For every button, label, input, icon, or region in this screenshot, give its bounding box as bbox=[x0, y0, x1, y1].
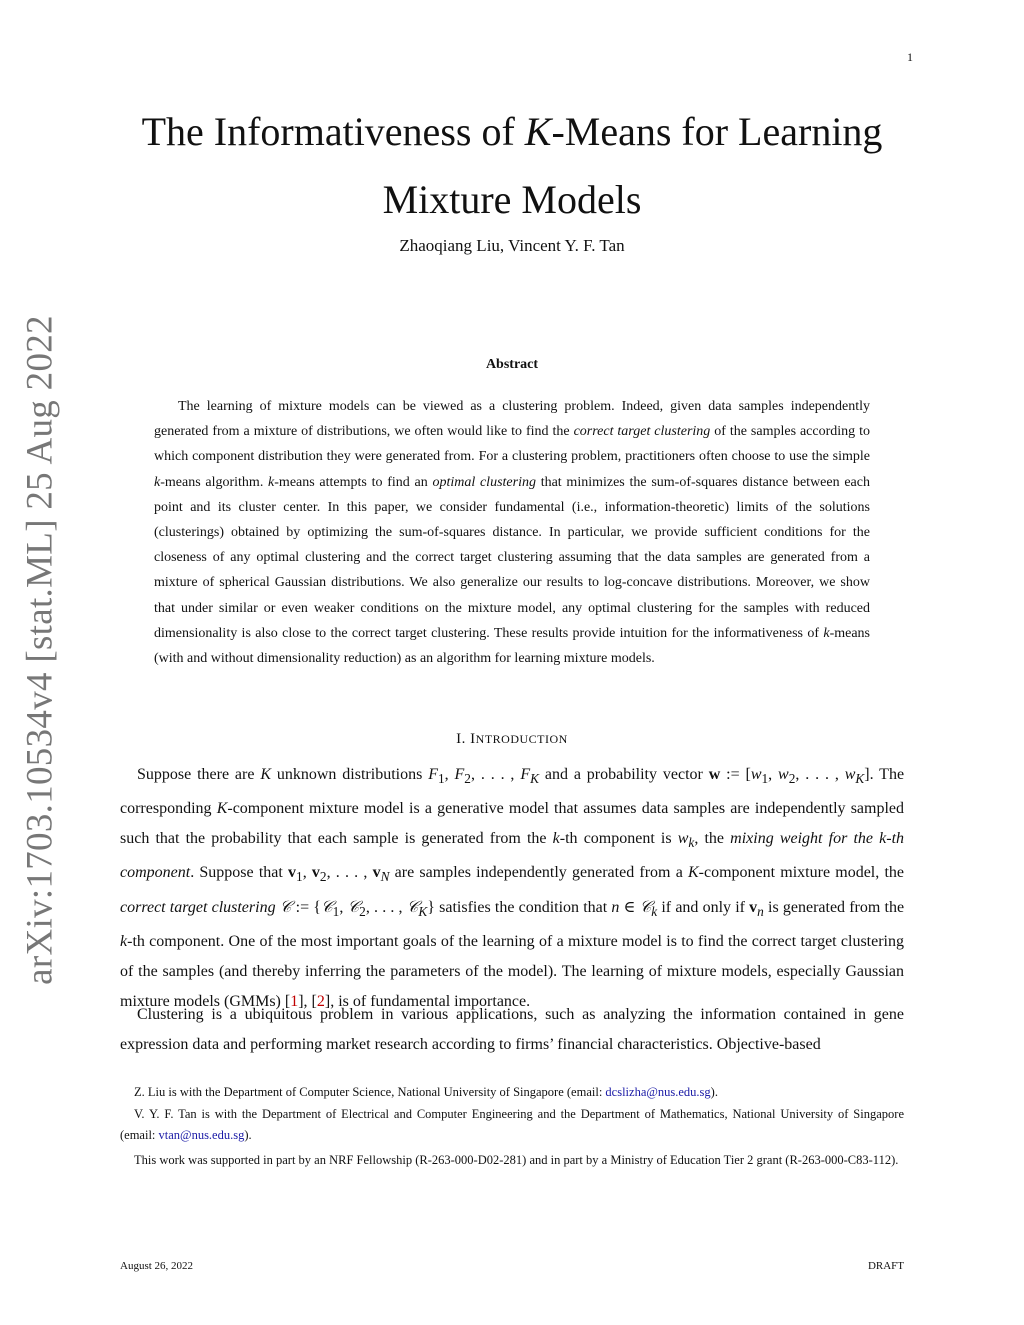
math-sub: 1 bbox=[761, 771, 769, 787]
abstract-segment: The learning of mixture models can be viewed as a clustering problem. Indeed, given data samples independently generated from a mixture of distributions, we often would like to find the bbox=[154, 399, 870, 440]
math: , . . . , bbox=[365, 898, 407, 916]
math: 𝒞 bbox=[406, 898, 419, 916]
arxiv-identifier: arXiv:1703.10534v4 [stat.ML] 25 Aug 2022 bbox=[19, 315, 61, 985]
math: w bbox=[750, 766, 762, 783]
math: w bbox=[778, 766, 789, 783]
text: satisfies the condition that bbox=[434, 898, 612, 916]
math: k bbox=[120, 932, 128, 950]
citation-link-1[interactable]: 1 bbox=[290, 992, 299, 1010]
math-sub: k bbox=[651, 903, 658, 919]
footnote-text: ). bbox=[244, 1128, 252, 1142]
math-sub: 2 bbox=[464, 771, 471, 787]
footnote-text: ). bbox=[710, 1085, 718, 1099]
math: n bbox=[611, 898, 620, 916]
math: ]. bbox=[864, 766, 874, 783]
text: are samples independently generated from a bbox=[389, 864, 688, 882]
math-k: k bbox=[268, 474, 275, 490]
abstract-segment: -means attempts to find an bbox=[274, 474, 433, 490]
math: , bbox=[444, 766, 455, 783]
abstract-segment: -means (with and without dimensionality reduction) as an algorithm for learning mixture models. bbox=[154, 625, 870, 667]
math-vector: v bbox=[372, 864, 381, 882]
math-k: k bbox=[823, 625, 830, 641]
math-sub: n bbox=[757, 903, 764, 919]
footnote-funding: This work was supported in part by an NRF Fellowship (R-263-000-D02-281) and in part by a Ministry of Education Tier 2 grant (R-263-000-C83-112). bbox=[134, 1153, 899, 1167]
math: , . . . , bbox=[470, 766, 521, 783]
text: Suppose there are bbox=[137, 766, 261, 783]
text: -th component. One of the most important goals of the learning of a mixture model is to find the correct target clustering of the samples (and thereby inferring the parameters of the model). The learning of mixture models, especially Gaussian mixture models (GMMs) [ bbox=[120, 932, 904, 1010]
authors: Zhaoqiang Liu, Vincent Y. F. Tan bbox=[399, 236, 625, 255]
footnote-tan bbox=[120, 1104, 904, 1146]
email-link-liu[interactable]: dcslizha@nus.edu.sg bbox=[605, 1085, 711, 1099]
math: , . . . , bbox=[795, 766, 845, 783]
math: F bbox=[454, 766, 465, 783]
text: if and only if bbox=[657, 898, 750, 916]
math-sub: 1 bbox=[296, 869, 303, 885]
section-number: I. bbox=[456, 731, 471, 747]
abstract-segment: of the samples according to which component distribution they were generated from. For a clustering problem, practitioners often choose to use the simple bbox=[154, 424, 871, 465]
intro-paragraph-2: Clustering is a ubiquitous problem in various applications, such as analyzing the information contained in gene expression data and performing market research according to firms’ financial characteristics. Objective-based bbox=[120, 1006, 904, 1053]
text: -component mixture model, the bbox=[698, 864, 905, 882]
text: ], [ bbox=[298, 992, 317, 1010]
math-vector: w bbox=[708, 766, 721, 783]
math-sub: 1 bbox=[437, 771, 445, 787]
math-sub: 2 bbox=[319, 869, 327, 885]
math: := [ bbox=[720, 766, 751, 783]
footer-date: August 26, 2022 bbox=[120, 1260, 194, 1272]
math: 𝒞 bbox=[320, 898, 333, 916]
text: , the bbox=[694, 830, 731, 848]
math-vector: v bbox=[288, 864, 297, 882]
math-sub: 2 bbox=[359, 903, 366, 919]
math-vector: v bbox=[749, 898, 758, 916]
math-sub: k bbox=[688, 835, 695, 851]
math: } bbox=[427, 898, 435, 916]
math-sub: K bbox=[530, 771, 539, 787]
text: -th component is bbox=[559, 830, 678, 848]
math: , bbox=[302, 864, 312, 882]
footer-draft-label: DRAFT bbox=[867, 1260, 904, 1272]
math-k: k bbox=[154, 474, 161, 490]
footnote-liu bbox=[120, 1082, 904, 1103]
math: F bbox=[428, 766, 438, 783]
math: K bbox=[688, 864, 699, 882]
section-heading-introduction bbox=[100, 731, 924, 748]
emphasis: mixing weight for the bbox=[730, 830, 880, 848]
math-sub: K bbox=[418, 903, 428, 919]
title-line-2: Mixture Models bbox=[382, 177, 642, 222]
email-link-tan[interactable]: vtan@nus.edu.sg bbox=[158, 1128, 245, 1142]
section-initial: I bbox=[470, 731, 476, 747]
math: K bbox=[216, 800, 228, 818]
section-title-smallcaps: NTRODUCTION bbox=[475, 732, 568, 746]
math: , bbox=[768, 766, 779, 783]
text: ], is of fundamental importance. bbox=[324, 992, 531, 1010]
math-sub: N bbox=[380, 869, 390, 885]
math: , . . . , bbox=[326, 864, 373, 882]
emphasis: correct target clustering bbox=[120, 898, 276, 916]
title-part-2: -Means for Learning bbox=[551, 109, 883, 154]
abstract-heading: Abstract bbox=[485, 357, 539, 372]
math-sub: 1 bbox=[332, 903, 340, 919]
title-part-1: The Informativeness of bbox=[141, 109, 525, 154]
page-number: 1 bbox=[907, 50, 913, 64]
math: ∈ bbox=[619, 898, 640, 916]
math: 𝒞 bbox=[279, 898, 292, 916]
abstract-emphasis: correct target clustering bbox=[573, 424, 711, 440]
abstract-text bbox=[154, 394, 870, 671]
text: and a probability vector bbox=[538, 766, 709, 783]
math: 𝒞 bbox=[639, 898, 652, 916]
text: is generated from the bbox=[763, 898, 905, 916]
math: w bbox=[844, 766, 856, 783]
math-vector: v bbox=[311, 864, 320, 882]
emphasis: -th component bbox=[120, 830, 905, 882]
math-sub: K bbox=[855, 771, 865, 787]
text: . Suppose that bbox=[190, 864, 289, 882]
text: The corresponding bbox=[120, 766, 905, 818]
abstract-segment: that minimizes the sum-of-squares distance between each point and its cluster center. In this paper, we consider fundamental (i.e., information-theoretic) limits of the solutions (clusterings) obtained by optimizing the sum-of-squares distance. In particular, we provide sufficient conditions for the closeness of any optimal clustering and the correct target clustering assuming that the data samples are generated from a mixture of spherical Gaussian distributions. We also generalize our results to log-concave distributions. Moreover, we show that under similar or even weaker conditions on the mixture model, any optimal clustering for the samples with reduced dimensionality is also close to the correct target clustering. These results provide intuition for the informativeness of bbox=[154, 474, 870, 641]
text: unknown distributions bbox=[271, 766, 429, 783]
math: , bbox=[339, 898, 348, 916]
math: F bbox=[520, 766, 531, 783]
paper-title bbox=[100, 98, 924, 234]
title-math-k: K bbox=[524, 109, 552, 154]
abstract-segment: -means algorithm. bbox=[160, 474, 269, 490]
math: K bbox=[260, 766, 272, 783]
footnote-text: Z. Liu is with the Department of Computer Science, National University of Singapore (email: bbox=[134, 1085, 606, 1099]
math: := { bbox=[291, 898, 321, 916]
math-sub: 2 bbox=[788, 771, 796, 787]
footnote-text: V. Y. F. Tan is with the Department of Electrical and Computer Engineering and the Department of Mathematics, National University of Singapore (email: bbox=[120, 1107, 904, 1142]
intro-paragraph-1 bbox=[120, 760, 904, 1017]
abstract-emphasis: optimal clustering bbox=[432, 474, 536, 490]
text: -component mixture model is a generative model that assumes data samples are independently sampled such that the probability that each sample is generated from the bbox=[120, 800, 905, 848]
math: k bbox=[879, 830, 887, 848]
math: 𝒞 bbox=[347, 898, 360, 916]
citation-link-2[interactable]: 2 bbox=[316, 992, 325, 1010]
math: w bbox=[677, 830, 689, 848]
math: k bbox=[552, 830, 560, 848]
